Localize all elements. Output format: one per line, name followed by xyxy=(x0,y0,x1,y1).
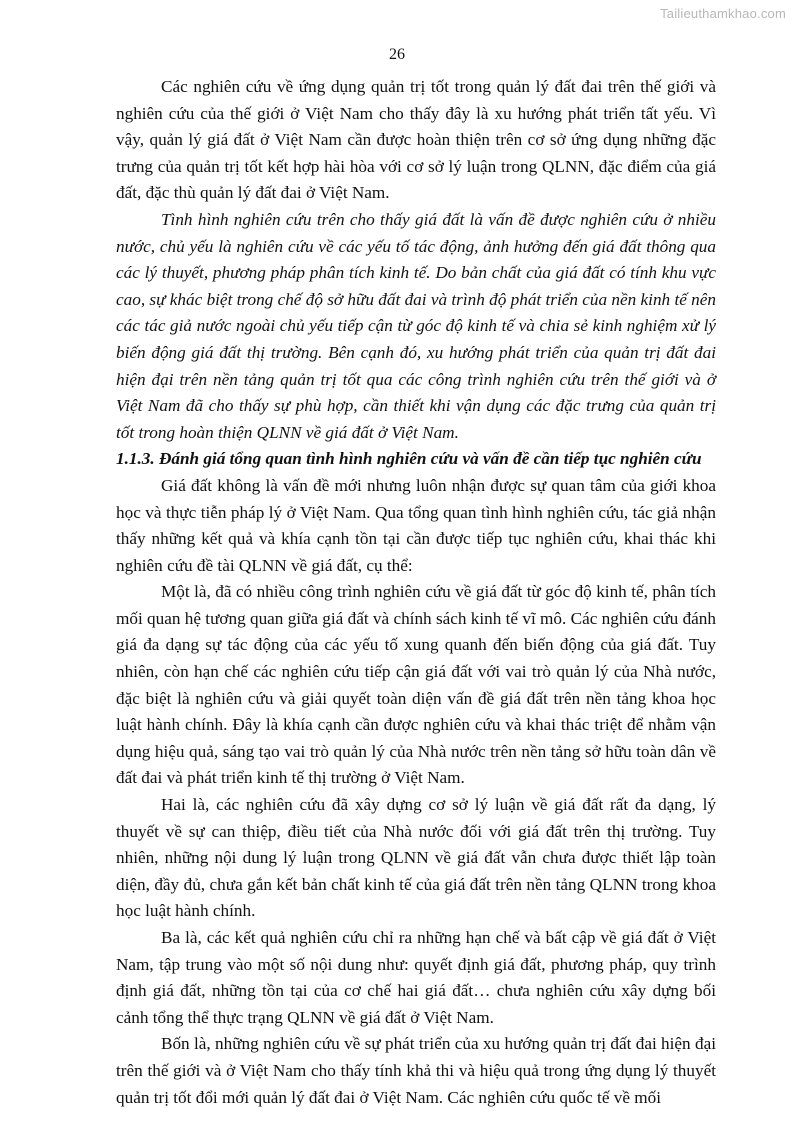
section-heading: 1.1.3. Đánh giá tổng quan tình hình nghiên cứu và vấn đề cần tiếp tục nghiên cứu xyxy=(116,449,702,469)
paragraph: Các nghiên cứu về ứng dụng quản trị tốt trong quản lý đất đai trên thế giới và nghiên cứu của thế giới ở Việt Nam cho thấy đây là xu hướng phát triển tất yếu. Vì vậy, quản lý giá đất ở Việt Nam cần được hoàn thiện trên cơ sở ứng dụng những đặc trưng của quản trị tốt kết hợp hài hòa với cơ sở lý luận trong QLNN, đặc điểm của giá đất, đặc thù quản lý đất đai ở Việt Nam. xyxy=(116,77,716,203)
paragraph: Hai là, các nghiên cứu đã xây dựng cơ sở lý luận về giá đất rất đa dạng, lý thuyết về sự can thiệp, điều tiết của Nhà nước đối với giá đất trên thị trường. Tuy nhiên, những nội dung lý luận trong QLNN về giá đất vẫn chưa được thiết lập toàn diện, đầy đủ, chưa gắn kết bản chất kinh tế của giá đất trên nền tảng QLNN trong khoa học luật hành chính. xyxy=(116,795,716,921)
paragraph: Một là, đã có nhiều công trình nghiên cứu về giá đất từ góc độ kinh tế, phân tích mối quan hệ tương quan giữa giá đất và chính sách kinh tế vĩ mô. Các nghiên cứu đánh giá đa dạng sự tác động của các yếu tố xung quanh đến biến động của giá đất. Tuy nhiên, còn hạn chế các nghiên cứu tiếp cận giá đất với vai trò quản lý của Nhà nước, đặc biệt là nghiên cứu và giải quyết toàn diện vấn đề giá đất trên nền tảng khoa học luật hành chính. Đây là khía cạnh cần được nghiên cứu và khai thác triệt để nhằm vận dụng hiệu quả, sáng tạo vai trò quản lý của Nhà nước trên nền tảng sở hữu toàn dân về đất đai và phát triển kinh tế thị trường ở Việt Nam. xyxy=(116,582,716,788)
paragraph: Bốn là, những nghiên cứu về sự phát triển của xu hướng quản trị đất đai hiện đại trên thế giới và ở Việt Nam cho thấy tính khả thi và hiệu quả trong ứng dụng lý thuyết quản trị tốt đổi mới quản lý đất đai ở Việt Nam. Các nghiên cứu quốc tế về mối xyxy=(116,1034,716,1107)
paragraph-italic: Tình hình nghiên cứu trên cho thấy giá đất là vấn đề được nghiên cứu ở nhiều nước, chủ yếu là nghiên cứu về các yếu tố tác động, ảnh hưởng đến giá đất thông qua các lý thuyết, phương pháp phân tích kinh tế. Do bản chất của giá đất có tính khu vực cao, sự khác biệt trong chế độ sở hữu đất đai và trình độ phát triển của nền kinh tế nên các tác giả nước ngoài chủ yếu tiếp cận từ góc độ kinh tế và chia sẻ kinh nghiệm xử lý biến động giá đất thị trường. Bên cạnh đó, xu hướng phát triển của quản trị đất đai hiện đại trên nền tảng quản trị tốt qua các công trình nghiên cứu trên thế giới và ở Việt Nam đã cho thấy sự phù hợp, cần thiết khi vận dụng các đặc trưng của quản trị tốt trong hoàn thiện QLNN về giá đất ở Việt Nam. xyxy=(116,209,716,442)
page-number: 26 xyxy=(389,46,405,63)
paragraph: Ba là, các kết quả nghiên cứu chỉ ra những hạn chế và bất cập về giá đất ở Việt Nam, tập trung vào một số nội dung như: quyết định giá đất, phương pháp, quy trình định giá đất, những tồn tại của cơ chế hai giá đất… chưa nghiên cứu xây dựng bối cảnh tổng thể thực trạng QLNN về giá đất ở Việt Nam. xyxy=(116,928,716,1027)
document-body xyxy=(116,74,716,1111)
watermark: Tailieuthamkhao.com xyxy=(660,6,786,21)
paragraph: Giá đất không là vấn đề mới nhưng luôn nhận được sự quan tâm của giới khoa học và thực tiễn pháp lý ở Việt Nam. Qua tổng quan tình hình nghiên cứu, tác giả nhận thấy những kết quả và khía cạnh tồn tại cần được tiếp tục nghiên cứu, khai thác khi nghiên cứu đề tài QLNN về giá đất, cụ thể: xyxy=(116,475,716,575)
